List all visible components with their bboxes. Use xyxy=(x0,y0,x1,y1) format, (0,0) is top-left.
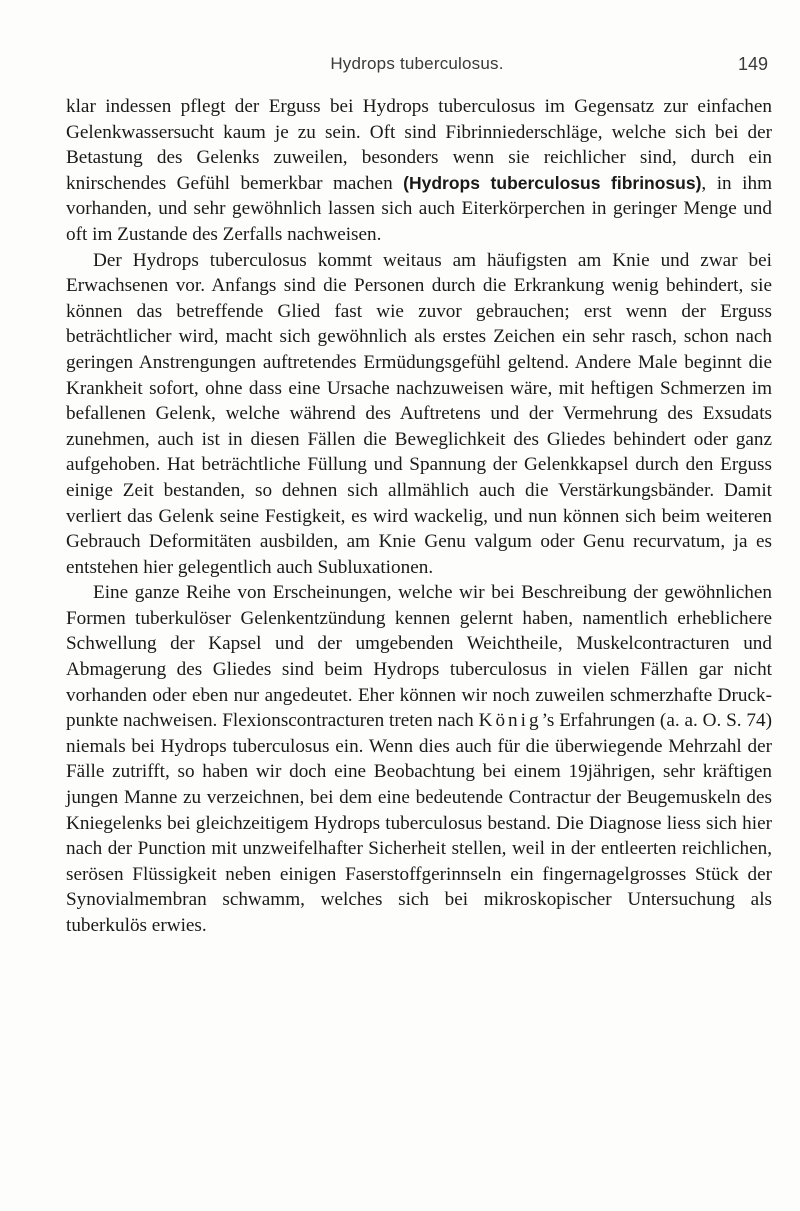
body-text xyxy=(66,94,772,939)
paragraph-3-text-b: ’s Erfahrungen (a. a. O. S. 74) niemals bei Hydrops tuberculosus ein. Wenn dies auch für die überwiegende Mehrzahl der Fälle zutrifft, so haben wir doch eine Beobachtung bei einem 19jährigen, sehr kräftigen jungen Manne zu verzeichnen, bei dem eine bedeutende Contractur der Beugemuskeln des Kniegelenks bei gleichzeitigem Hydrops tuberculosus bestand. Die Diagnose liess sich hier nach der Punction mit unzweifelhafter Sicherheit stellen, weil in der entleerten reichlichen, serösen Flüssigkeit neben einigen Faserstoffgerinnseln ein fingernagelgrosses Stück der Synovialmembran schwamm, welches sich bei mikroskopischer Untersuchung als tuberkulös erwies. xyxy=(66,710,772,936)
paragraph-3-text-a: Eine ganze Reihe von Erscheinungen, welche wir bei Beschreibung der gewöhnlichen Formen tuberkulöser Gelenkentzündung kennen gelernt haben, namentlich erheblichere Schwellung der Kapsel und der umgebenden Weichtheile, Muskelcontracturen und Abmagerung des Gliedes sind beim Hydrops tuberculosus in vielen Fällen gar nicht vorhanden oder eben nur angedeutet. Eher können wir noch zuweilen schmerzhafte Druckpunkte nachweisen. Flexionscontracturen treten nach xyxy=(66,582,772,732)
page-number: 149 xyxy=(737,54,768,74)
term-hydrops-fibrinosus: (Hydrops tuberculosus fibrinosus) xyxy=(403,172,702,193)
paragraph-1-text-a: klar indessen pflegt der Erguss bei Hydrops tuberculosus im Gegensatz zur einfachen Gelenkwassersucht kaum je zu sein. Oft sind Fibrinniederschläge, welche sich bei der Betastung des Gelenks zuweilen, besonders wenn sie reichlicher sind, durch ein knirschendes Gefühl bemerkbar machen xyxy=(66,96,772,194)
paragraph-1 xyxy=(66,94,772,248)
paragraph-3 xyxy=(66,580,772,938)
paragraph-1-text-b: , in ihm vorhanden, und sehr gewöhnlich lassen sich auch Eiterkörperchen in geringer Menge und oft im Zustande des Zerfalls nachweisen. xyxy=(66,172,773,245)
author-name-koenig: König xyxy=(478,710,542,732)
page-header xyxy=(66,54,768,80)
running-title: Hydrops tuberculosus. xyxy=(330,54,504,73)
paragraph-2: Der Hydrops tuberculosus kommt weitaus am häufigsten am Knie und zwar bei Erwachsenen vor. Anfangs sind die Personen durch die Erkrankung wenig behindert, sie können das betreffende Glied fast wie zuvor gebrauchen; erst wenn der Erguss beträchtlicher wird, macht sich gewöhnlich als erstes Zeichen ein sehr rasch, schon nach geringen Anstrengungen auftretendes Ermüdungsgefühl geltend. Andere Male beginnt die Krankheit sofort, ohne dass eine Ursache nachzuweisen wäre, mit heftigen Schmerzen im befallenen Gelenk, welche während des Auftretens und der Vermehrung des Exsudats zunehmen, auch ist in diesen Fällen die Beweglichkeit des Gliedes behindert oder ganz aufgehoben. Hat beträchtliche Füllung und Spannung der Gelenkkapsel durch den Erguss einige Zeit bestanden, so dehnen sich allmählich auch die Verstärkungsbänder. Damit verliert das Gelenk seine Festigkeit, es wird wackelig, und nun können sich beim weiteren Gebrauch Deformitäten ausbilden, am Knie Genu valgum oder Genu recurvatum, ja es entstehen hier gelegentlich auch Subluxationen. xyxy=(66,249,772,578)
